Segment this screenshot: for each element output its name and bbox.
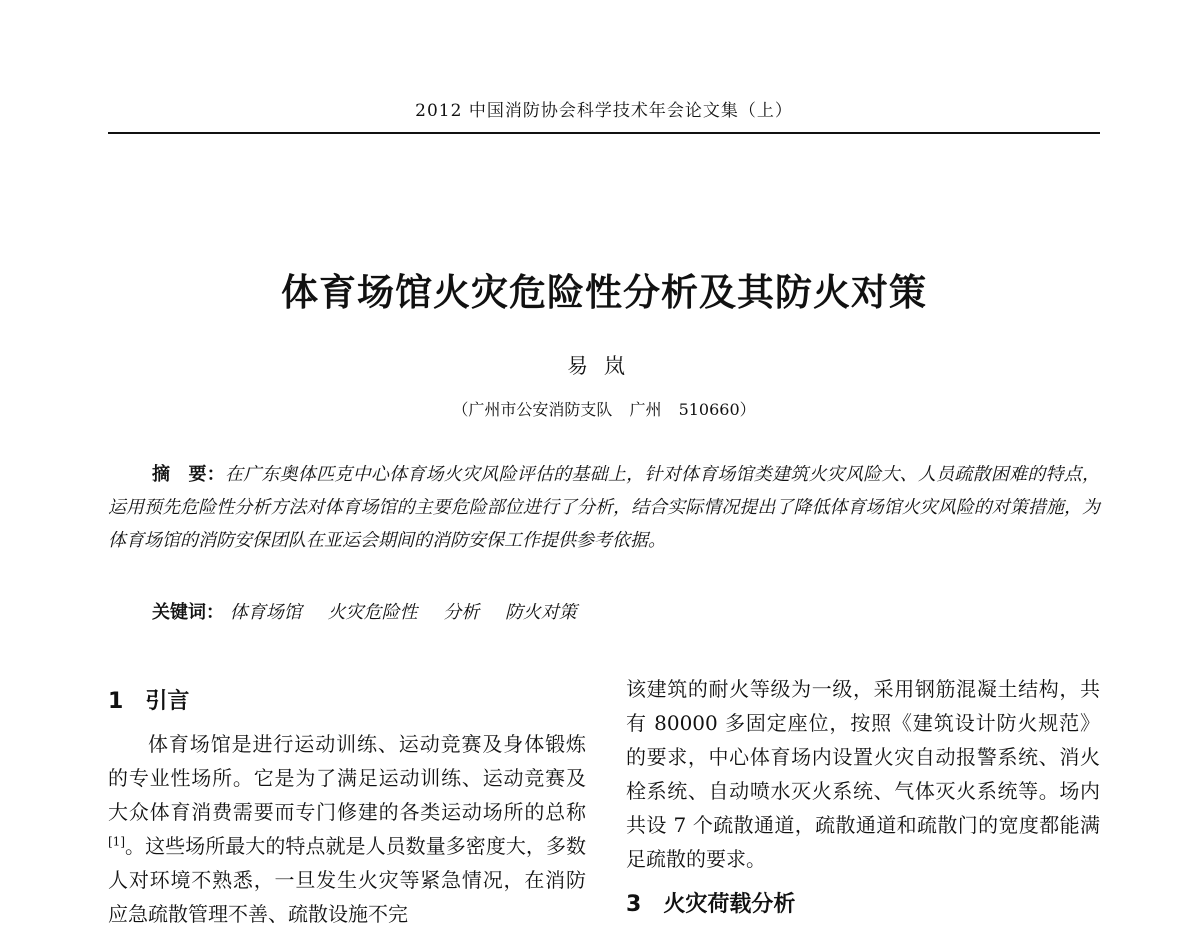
- section-1-number: 1: [108, 689, 124, 714]
- section-1-text-a: 体育场馆是进行运动训练、运动竞赛及身体锻炼的专业性场所。它是为了满足运动训练、运动竞赛及大众体育消费需要而专门修建的各类运动场所的总称: [108, 732, 586, 824]
- section-1-title: 引言: [145, 689, 190, 714]
- left-column: [108, 685, 586, 931]
- keywords-label: 关键词：: [152, 602, 224, 623]
- section-3-title: 火灾荷载分析: [663, 892, 796, 917]
- section-1-text-b: 。这些场所最大的特点就是人员数量多密度大，多数人对环境不熟悉，一旦发生火灾等紧急情况，在消防应急疏散管理不善、疏散设施不完: [108, 834, 586, 926]
- keyword-item: 分析: [443, 602, 480, 623]
- abstract-label: 摘 要：: [152, 464, 225, 485]
- right-column: [626, 672, 1100, 930]
- section-3-heading: [626, 888, 1100, 922]
- abstract: [108, 458, 1100, 557]
- section-1-heading: [108, 685, 586, 719]
- section-1-paragraph: [108, 727, 586, 931]
- running-header: 2012 中国消防协会科学技术年会论文集（上）: [415, 101, 793, 121]
- affiliation-postcode: 510660）: [678, 400, 756, 419]
- reference-marker: [1]: [108, 834, 125, 849]
- keyword-item: 防火对策: [504, 602, 577, 623]
- keyword-item: 体育场馆: [229, 602, 302, 623]
- keyword-item: 火灾危险性: [327, 602, 418, 623]
- building-description-paragraph: 该建筑的耐火等级为一级，采用钢筋混凝土结构，共有 80000 多固定座位，按照《建筑设计防火规范》的要求，中心体育场内设置火灾自动报警系统、消火栓系统、自动喷水灭火系统、气体灭火系统等。场内共设 7 个疏散通道，疏散通道和疏散门的宽度都能满足疏散的要求。: [626, 677, 1100, 871]
- header-rule: [108, 132, 1100, 134]
- affiliation-city: 广州: [629, 400, 662, 419]
- keywords: [152, 598, 1052, 624]
- author-name: 易岚: [567, 354, 641, 378]
- paper-title: 体育场馆火灾危险性分析及其防火对策: [281, 271, 927, 314]
- affiliation-org: （广州市公安消防支队: [452, 400, 613, 419]
- section-3-number: 3: [626, 892, 642, 917]
- abstract-text: 在广东奥体匹克中心体育场火灾风险评估的基础上，针对体育场馆类建筑火灾风险大、人员疏散困难的特点，运用预先危险性分析方法对体育场馆的主要危险部位进行了分析，结合实际情况提出了降低体育场馆火灾风险的对策措施，为体育场馆的消防安保团队在亚运会期间的消防安保工作提供参考依据。: [108, 464, 1101, 551]
- author-affiliation: [108, 397, 1100, 420]
